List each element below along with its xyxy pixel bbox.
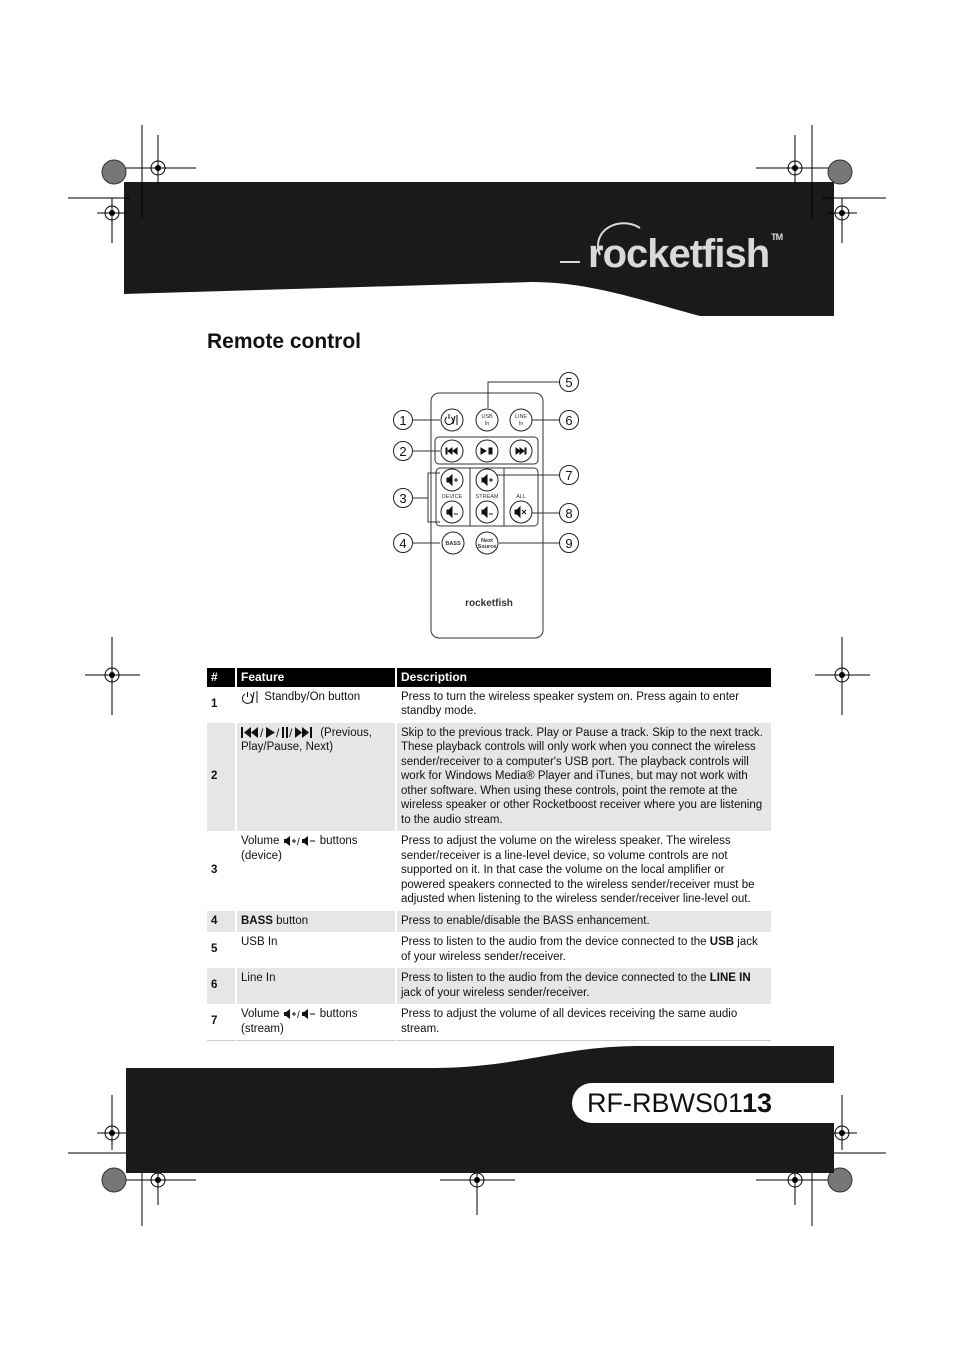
callout-6: 6 <box>565 413 573 428</box>
header-band <box>0 0 954 330</box>
row-feature: Line In <box>237 968 397 1004</box>
row-number: 3 <box>207 831 237 911</box>
callout-7: 7 <box>565 468 573 483</box>
section-title: Remote control <box>207 330 362 353</box>
next-icon <box>516 448 526 454</box>
description-line-1: Skip to the previous track. Play or Pause a track. Skip to the next track. <box>401 726 763 739</box>
feature-pre: Volume <box>241 1008 280 1020</box>
row-number: 7 <box>207 1004 237 1041</box>
line-label-top: LINE <box>514 414 528 420</box>
desc-bold: USB <box>709 936 735 948</box>
table-row <box>207 723 771 832</box>
stream-label: STREAM <box>475 494 499 500</box>
feature-text: Standby/On button <box>264 690 361 703</box>
row-description <box>397 932 771 968</box>
model-number: RF-RBWS01 <box>587 1088 744 1118</box>
row-number: 5 <box>207 932 237 968</box>
all-label: ALL <box>516 494 526 500</box>
table-row <box>207 831 771 911</box>
row-number: 6 <box>207 968 237 1004</box>
volume-icons <box>283 1008 317 1020</box>
desc-bold: LINE IN <box>709 972 751 984</box>
desc-post: jack of your wireless sender/receiver. <box>401 986 590 999</box>
playback-icons <box>241 726 317 739</box>
row-feature <box>237 831 397 911</box>
callout-2: 2 <box>399 444 407 459</box>
callout-3: 3 <box>399 491 407 506</box>
brand-logo <box>588 232 782 277</box>
row-number: 4 <box>207 911 237 933</box>
row-feature <box>237 723 397 832</box>
bass-label: BASS <box>445 541 461 547</box>
volume-icons <box>283 835 317 847</box>
callout-5: 5 <box>565 375 573 390</box>
feature-post: buttons (device) <box>241 835 358 862</box>
feature-post: buttons (stream) <box>241 1008 358 1035</box>
callout-9: 9 <box>565 536 573 551</box>
svg-text:/: / <box>289 725 293 739</box>
header-description: Description <box>397 668 771 687</box>
next-label-top: Next <box>481 538 493 544</box>
row-description: Press to adjust the volume on the wireless speaker. The wireless sender/receiver is a line-level device, so volume controls are not supported on it. In that case the volume on the local amplifier or powered speakers connected to the wireless sender/receiver must be adjusted when listening to the wireless sender/receiver line-level out. <box>401 835 755 905</box>
header-feature: Feature <box>237 668 397 687</box>
row-feature <box>237 911 397 933</box>
row-description <box>397 723 771 832</box>
feature-bold: BASS <box>241 914 273 927</box>
next-label-bottom: Source <box>477 544 497 550</box>
desc-pre: Press to listen to the audio from the device connected to the <box>401 972 707 984</box>
callout-4: 4 <box>399 536 407 551</box>
feature-text: (Previous, Play/Pause, Next) <box>241 726 372 753</box>
brand-tm: TM <box>771 232 783 242</box>
row-description: Press to turn the wireless speaker system on. Press again to enter standby mode. <box>401 690 740 717</box>
callout-8: 8 <box>565 506 573 521</box>
table-row <box>207 687 771 723</box>
table-row <box>207 968 771 1004</box>
table-row <box>207 932 771 968</box>
row-number: 2 <box>207 723 237 832</box>
usb-label-top: USB <box>481 414 493 420</box>
svg-text:/: / <box>260 725 264 739</box>
svg-text:/: / <box>296 836 300 847</box>
remote-diagram <box>380 368 590 643</box>
svg-text:/: / <box>276 725 280 739</box>
row-number: 1 <box>207 687 237 723</box>
desc-pre: Press to listen to the audio from the device connected to the <box>401 936 707 948</box>
device-label: DEVICE <box>441 494 463 500</box>
brand-name: rocketfish <box>588 232 770 276</box>
row-description: Press to adjust the volume of all devices receiving the same audio stream. <box>397 1004 771 1041</box>
feature-pre: Volume <box>241 835 280 847</box>
description-line-2: These playback controls will only work when you connect the wireless sender/receiver to a computer's USB port. The playback controls will work for Windows Media® Player and iTunes, but may not work with other software. When using these controls, point the remote at the wireless speaker or other Rocketboost receiver where you are listening to the audio stream. <box>401 741 763 826</box>
feature-post: button <box>276 914 309 927</box>
desc-post: jack of your wireless sender/receiver. <box>401 936 758 963</box>
line-label-bottom: In <box>518 421 524 427</box>
callout-1: 1 <box>399 413 407 428</box>
feature-table <box>207 668 771 1041</box>
usb-label-bottom: In <box>484 421 490 427</box>
header-num: # <box>207 668 237 687</box>
table-header-row <box>207 668 771 687</box>
row-feature <box>237 687 397 723</box>
row-feature: USB In <box>237 932 397 968</box>
table-row <box>207 911 771 933</box>
svg-text:/: / <box>296 1009 300 1020</box>
row-description <box>397 968 771 1004</box>
standby-icon <box>241 690 261 704</box>
row-description: Press to enable/disable the BASS enhancement. <box>397 911 771 933</box>
remote-logo: rocketfish <box>465 598 513 609</box>
page-number: 13 <box>742 1088 773 1118</box>
